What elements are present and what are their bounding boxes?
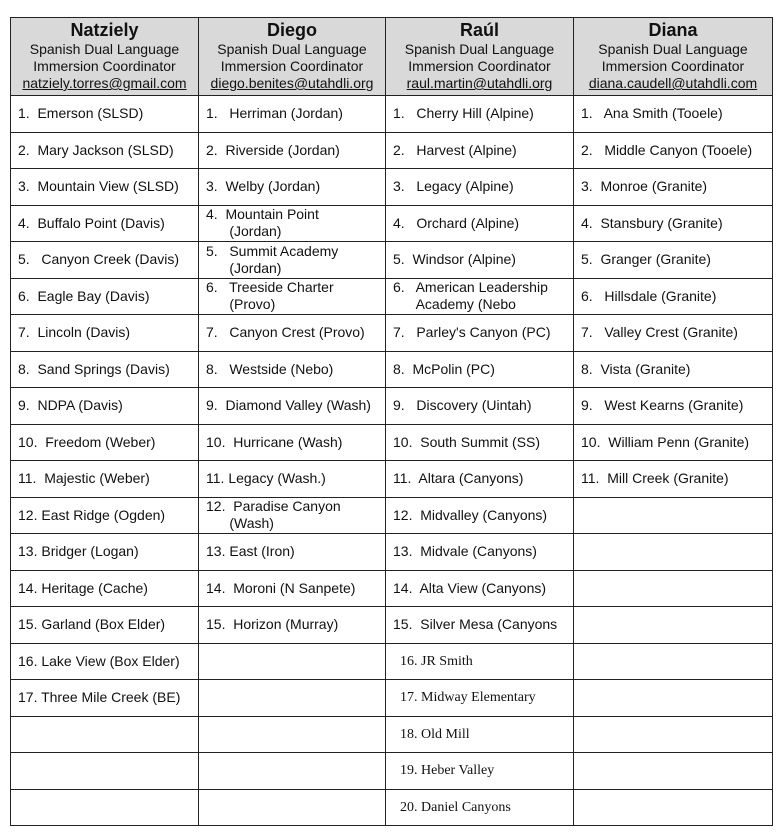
school-cell bbox=[574, 351, 773, 388]
school-cell bbox=[574, 278, 773, 315]
school-entry: 10. Hurricane (Wash) bbox=[206, 433, 343, 450]
school-entry: 8. McPolin (PC) bbox=[393, 360, 495, 377]
school-cell bbox=[574, 789, 773, 826]
school-entry: 12. Paradise Canyon (Wash) bbox=[206, 498, 341, 532]
school-entry: 6. Hillsdale (Granite) bbox=[581, 287, 717, 304]
school-cell bbox=[11, 461, 199, 498]
coordinator-role-line2: Immersion Coordinator bbox=[33, 58, 176, 74]
school-cell bbox=[11, 424, 199, 461]
school-cell bbox=[386, 315, 574, 352]
school-cell bbox=[386, 789, 574, 826]
school-cell bbox=[199, 169, 386, 206]
table-row bbox=[11, 169, 773, 206]
header-row bbox=[11, 18, 773, 96]
school-entry: 12. East Ridge (Ogden) bbox=[18, 506, 166, 523]
coordinator-name: Diana bbox=[648, 20, 698, 40]
school-cell bbox=[199, 570, 386, 607]
school-entry: 14. Moroni (N Sanpete) bbox=[206, 579, 356, 596]
school-cell bbox=[574, 753, 773, 790]
school-entry: 14. Alta View (Canyons) bbox=[393, 579, 547, 596]
school-entry: 4. Orchard (Alpine) bbox=[393, 214, 520, 231]
school-entry: 10. South Summit (SS) bbox=[393, 433, 541, 450]
school-entry: 3. Welby (Jordan) bbox=[206, 178, 321, 195]
school-cell bbox=[574, 242, 773, 279]
coordinator-role-line2: Immersion Coordinator bbox=[220, 58, 364, 74]
school-cell bbox=[199, 753, 386, 790]
table-row bbox=[11, 96, 773, 133]
school-entry: 3. Legacy (Alpine) bbox=[393, 178, 514, 195]
school-entry: 11. Legacy (Wash.) bbox=[206, 470, 326, 487]
school-cell bbox=[574, 132, 773, 169]
school-entry: 1. Emerson (SLSD) bbox=[18, 105, 144, 122]
table-row bbox=[11, 278, 773, 315]
school-cell bbox=[574, 315, 773, 352]
school-cell bbox=[574, 497, 773, 534]
school-entry: 5. Canyon Creek (Davis) bbox=[18, 251, 180, 268]
school-cell bbox=[386, 424, 574, 461]
school-cell bbox=[199, 680, 386, 717]
school-entry: 6. Eagle Bay (Davis) bbox=[18, 287, 150, 304]
school-cell bbox=[386, 388, 574, 425]
school-entry: 13. East (Iron) bbox=[206, 543, 295, 560]
coordinator-name: Natziely bbox=[70, 20, 139, 40]
school-entry: 13. Bridger (Logan) bbox=[18, 543, 139, 560]
school-cell bbox=[386, 534, 574, 571]
school-entry: 20. Daniel Canyons bbox=[400, 799, 511, 815]
school-cell bbox=[11, 132, 199, 169]
school-cell bbox=[574, 534, 773, 571]
table-row bbox=[11, 497, 773, 534]
school-entry: 4. Mountain Point (Jordan) bbox=[206, 206, 319, 240]
school-entry: 1. Cherry Hill (Alpine) bbox=[393, 105, 534, 122]
school-entry: 5. Summit Academy (Jordan) bbox=[206, 242, 339, 276]
school-entry: 10. William Penn (Granite) bbox=[581, 433, 750, 450]
school-cell bbox=[11, 242, 199, 279]
school-cell bbox=[386, 497, 574, 534]
school-cell bbox=[386, 716, 574, 753]
school-entry: 9. NDPA (Davis) bbox=[18, 397, 123, 414]
school-cell bbox=[199, 132, 386, 169]
school-entry: 15. Garland (Box Elder) bbox=[18, 616, 166, 633]
school-entry: 9. West Kearns (Granite) bbox=[581, 397, 744, 414]
coordinator-role-line1: Spanish Dual Language bbox=[29, 41, 180, 57]
school-cell bbox=[386, 570, 574, 607]
school-cell bbox=[574, 169, 773, 206]
school-cell bbox=[386, 278, 574, 315]
table-row bbox=[11, 534, 773, 571]
school-entry: 9. Discovery (Uintah) bbox=[393, 397, 532, 414]
school-cell bbox=[11, 351, 199, 388]
school-cell bbox=[386, 607, 574, 644]
coordinator-header-natziely bbox=[11, 18, 199, 96]
coordinator-name: Raúl bbox=[459, 20, 499, 40]
coordinator-role-line2: Immersion Coordinator bbox=[601, 58, 745, 74]
school-cell bbox=[574, 680, 773, 717]
school-cell bbox=[11, 534, 199, 571]
school-entry: 16. Lake View (Box Elder) bbox=[18, 652, 180, 669]
coordinator-role-line1: Spanish Dual Language bbox=[598, 41, 748, 57]
table-row bbox=[11, 132, 773, 169]
school-cell bbox=[199, 789, 386, 826]
table-row bbox=[11, 643, 773, 680]
school-entry: 19. Heber Valley bbox=[400, 763, 495, 779]
school-cell bbox=[11, 789, 199, 826]
table-row bbox=[11, 607, 773, 644]
school-cell bbox=[574, 607, 773, 644]
school-entry: 2. Harvest (Alpine) bbox=[393, 141, 517, 158]
school-cell bbox=[386, 753, 574, 790]
school-entry: 12. Midvalley (Canyons) bbox=[393, 506, 548, 523]
school-cell bbox=[574, 424, 773, 461]
school-cell bbox=[199, 96, 386, 133]
school-cell bbox=[11, 497, 199, 534]
school-cell bbox=[199, 643, 386, 680]
school-cell bbox=[199, 607, 386, 644]
school-cell bbox=[386, 351, 574, 388]
school-cell bbox=[574, 570, 773, 607]
coordinator-role-line1: Spanish Dual Language bbox=[404, 41, 555, 57]
school-entry: 14. Heritage (Cache) bbox=[18, 579, 148, 596]
table-row bbox=[11, 351, 773, 388]
school-assignment-table-container bbox=[10, 17, 772, 826]
coordinator-email-link[interactable]: diana.caudell@utahdli.com bbox=[588, 75, 758, 91]
school-entry: 7. Canyon Crest (Provo) bbox=[206, 324, 365, 341]
school-entry: 1. Ana Smith (Tooele) bbox=[581, 105, 723, 122]
school-entry: 8. Vista (Granite) bbox=[581, 360, 691, 377]
school-cell bbox=[11, 680, 199, 717]
school-cell bbox=[199, 242, 386, 279]
coordinator-role-line2: Immersion Coordinator bbox=[408, 58, 551, 74]
table-header bbox=[11, 18, 773, 96]
table-row bbox=[11, 461, 773, 498]
school-entry: 3. Monroe (Granite) bbox=[581, 178, 708, 195]
school-cell bbox=[199, 497, 386, 534]
school-entry: 2. Mary Jackson (SLSD) bbox=[18, 141, 174, 158]
school-cell bbox=[11, 169, 199, 206]
school-cell bbox=[199, 315, 386, 352]
school-cell bbox=[11, 96, 199, 133]
coordinator-role-line1: Spanish Dual Language bbox=[217, 41, 367, 57]
table-row bbox=[11, 388, 773, 425]
school-entry: 7. Lincoln (Davis) bbox=[18, 324, 131, 341]
table-row bbox=[11, 315, 773, 352]
school-entry: 6. Treeside Charter (Provo) bbox=[206, 279, 334, 313]
school-cell bbox=[11, 570, 199, 607]
school-cell bbox=[199, 205, 386, 242]
table-row bbox=[11, 680, 773, 717]
school-cell bbox=[386, 242, 574, 279]
coordinator-email-link[interactable]: natziely.torres@gmail.com bbox=[22, 75, 187, 91]
school-entry: 3. Mountain View (SLSD) bbox=[18, 178, 179, 195]
school-entry: 17. Midway Elementary bbox=[400, 690, 536, 706]
table-row bbox=[11, 424, 773, 461]
table-row bbox=[11, 753, 773, 790]
school-cell bbox=[574, 643, 773, 680]
school-entry: 10. Freedom (Weber) bbox=[18, 433, 156, 450]
school-cell bbox=[574, 461, 773, 498]
school-cell bbox=[199, 716, 386, 753]
school-cell bbox=[11, 205, 199, 242]
school-assignment-table bbox=[10, 17, 773, 826]
school-cell bbox=[386, 205, 574, 242]
school-entry: 4. Buffalo Point (Davis) bbox=[18, 214, 165, 231]
school-entry: 15. Horizon (Murray) bbox=[206, 616, 339, 633]
school-entry: 15. Silver Mesa (Canyons bbox=[393, 616, 558, 633]
coordinator-header-diana bbox=[574, 18, 773, 96]
school-entry: 6. American Leadership Academy (Nebo bbox=[393, 279, 548, 313]
school-cell bbox=[386, 169, 574, 206]
school-entry: 7. Parley's Canyon (PC) bbox=[393, 324, 551, 341]
coordinator-name: Diego bbox=[266, 20, 317, 40]
school-entry: 13. Midvale (Canyons) bbox=[393, 543, 537, 560]
school-entry: 16. JR Smith bbox=[400, 653, 473, 669]
school-cell bbox=[11, 607, 199, 644]
table-row bbox=[11, 570, 773, 607]
school-cell bbox=[386, 96, 574, 133]
table-row bbox=[11, 205, 773, 242]
school-entry: 17. Three Mile Creek (BE) bbox=[18, 689, 181, 706]
school-entry: 9. Diamond Valley (Wash) bbox=[206, 397, 371, 414]
school-cell bbox=[386, 643, 574, 680]
school-cell bbox=[386, 132, 574, 169]
school-cell bbox=[574, 96, 773, 133]
school-entry: 5. Windsor (Alpine) bbox=[393, 251, 516, 268]
school-entry: 11. Mill Creek (Granite) bbox=[581, 470, 729, 487]
school-entry: 18. Old Mill bbox=[400, 726, 470, 742]
table-row bbox=[11, 716, 773, 753]
school-cell bbox=[11, 278, 199, 315]
school-cell bbox=[199, 351, 386, 388]
school-entry: 7. Valley Crest (Granite) bbox=[581, 324, 738, 341]
school-entry: 5. Granger (Granite) bbox=[581, 251, 711, 268]
school-cell bbox=[11, 643, 199, 680]
coordinator-email-link[interactable]: diego.benites@utahdli.org bbox=[210, 75, 374, 91]
school-entry: 11. Altara (Canyons) bbox=[393, 470, 524, 487]
school-cell bbox=[11, 716, 199, 753]
school-entry: 8. Sand Springs (Davis) bbox=[18, 360, 170, 377]
school-entry: 1. Herriman (Jordan) bbox=[206, 105, 343, 122]
school-cell bbox=[199, 388, 386, 425]
school-cell bbox=[199, 278, 386, 315]
coordinator-email-link[interactable]: raul.martin@utahdli.org bbox=[406, 75, 553, 91]
school-cell bbox=[574, 205, 773, 242]
school-entry: 2. Middle Canyon (Tooele) bbox=[581, 141, 753, 158]
school-cell bbox=[11, 388, 199, 425]
school-entry: 8. Westside (Nebo) bbox=[206, 360, 334, 377]
school-cell bbox=[199, 534, 386, 571]
school-cell bbox=[199, 461, 386, 498]
school-cell bbox=[574, 388, 773, 425]
school-cell bbox=[386, 680, 574, 717]
table-body bbox=[11, 96, 773, 826]
school-cell bbox=[199, 424, 386, 461]
coordinator-header-ral bbox=[386, 18, 574, 96]
school-cell bbox=[11, 753, 199, 790]
school-cell bbox=[11, 315, 199, 352]
school-entry: 11. Majestic (Weber) bbox=[18, 470, 150, 487]
school-cell bbox=[574, 716, 773, 753]
school-cell bbox=[386, 461, 574, 498]
school-entry: 2. Riverside (Jordan) bbox=[206, 141, 340, 158]
coordinator-header-diego bbox=[199, 18, 386, 96]
table-row bbox=[11, 789, 773, 826]
table-row bbox=[11, 242, 773, 279]
school-entry: 4. Stansbury (Granite) bbox=[581, 214, 723, 231]
